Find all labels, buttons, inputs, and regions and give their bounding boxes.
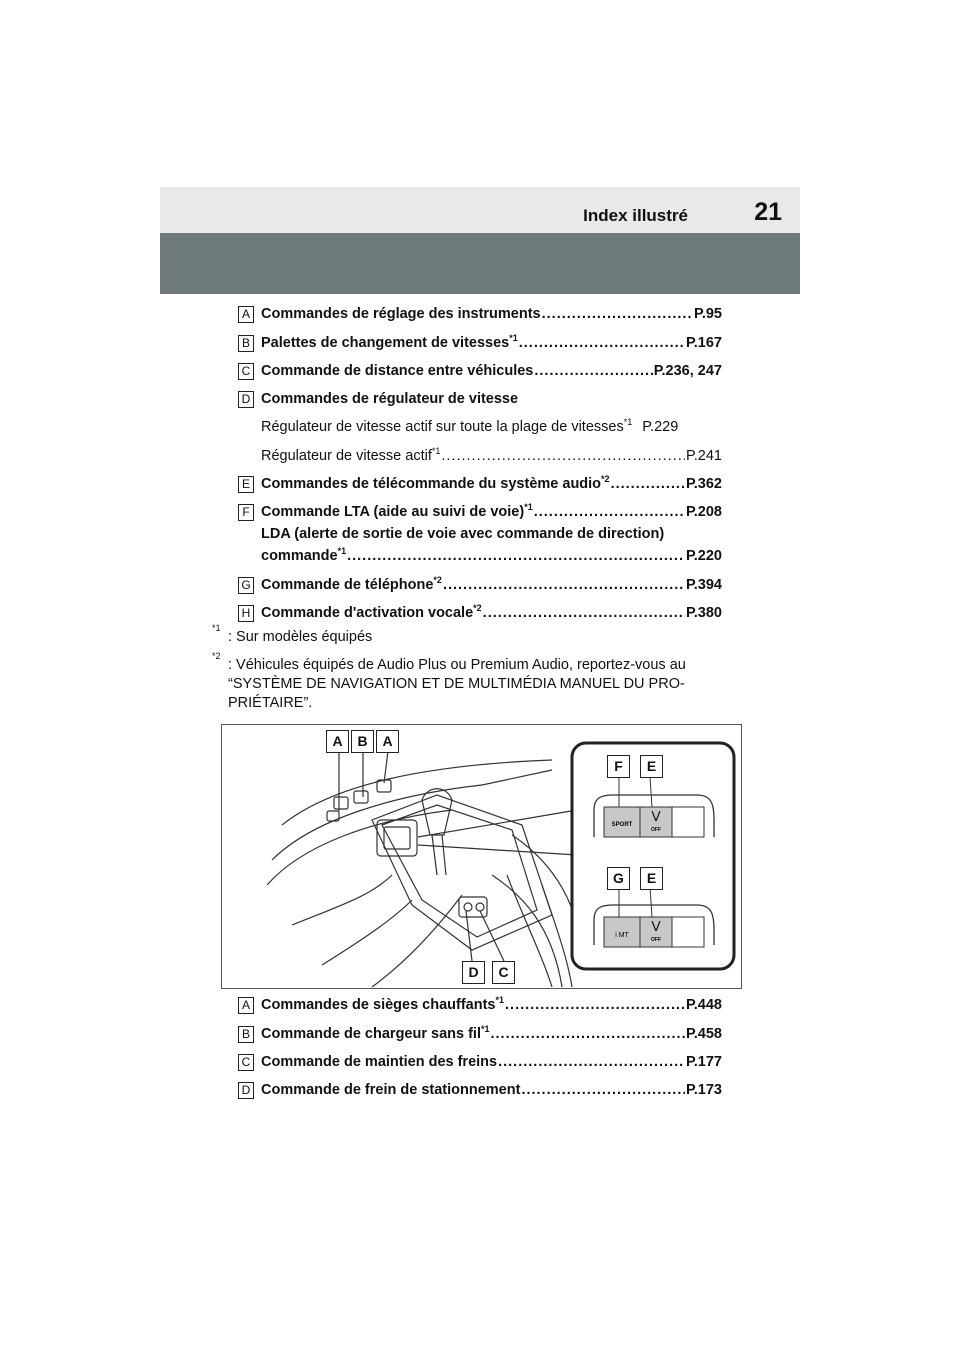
footnote-ref: *2 bbox=[433, 576, 442, 586]
footnote-text: : Sur modèles équipés bbox=[228, 629, 373, 645]
footnote-text: : Véhicules équipés de Audio Plus ou Premium Audio, reportez-vous au “SYSTÈME DE NAVIGATION ET DE MULTIMÉDIA MANUEL DU PRO-PRIÉTAIRE”. bbox=[228, 657, 686, 711]
item-letter: B bbox=[238, 335, 254, 352]
footnote: *1 : Sur modèles équipés bbox=[212, 628, 742, 647]
item-label: Commandes de sièges chauffants bbox=[261, 997, 496, 1013]
item-page-ref[interactable]: P.229 bbox=[642, 419, 679, 435]
item-label: Régulateur de vitesse actif sur toute la plage de vitesses bbox=[261, 419, 624, 435]
item-page-ref[interactable]: P.394 bbox=[685, 577, 722, 593]
section-banner bbox=[160, 233, 800, 294]
section-title: Index illustré bbox=[583, 206, 688, 225]
off-button-label: OFF bbox=[651, 827, 661, 833]
callout-g: G bbox=[607, 867, 630, 890]
item-label: Commande LTA (aide au suivi de voie) bbox=[261, 504, 525, 520]
item-letter: C bbox=[238, 363, 254, 380]
item-page-ref[interactable]: P.362 bbox=[685, 476, 722, 492]
item-letter: H bbox=[238, 605, 254, 622]
callout-c: C bbox=[492, 961, 515, 984]
callout-a: A bbox=[376, 730, 399, 753]
footnote-ref: *1 bbox=[509, 334, 518, 344]
item-letter: E bbox=[238, 476, 254, 493]
footnote-ref: *2 bbox=[473, 604, 482, 614]
item-page-ref[interactable]: P.241 bbox=[685, 448, 722, 464]
sport-button-label: SPORT bbox=[611, 822, 633, 828]
item-label-line2: LDA (alerte de sortie de voie avec commande de direction) bbox=[261, 526, 665, 542]
item-letter: B bbox=[238, 1026, 254, 1043]
item-label: commande bbox=[261, 548, 338, 564]
callout-a: A bbox=[326, 730, 349, 753]
footnote-ref: *1 bbox=[337, 547, 347, 557]
callout-f: F bbox=[607, 755, 630, 778]
footnote-ref: *1 bbox=[480, 1025, 490, 1035]
footnote-ref: *1 bbox=[431, 447, 441, 457]
item-label: Régulateur de vitesse actif bbox=[261, 448, 432, 464]
item-page-ref[interactable]: P.458 bbox=[685, 1026, 722, 1042]
item-label: Palettes de changement de vitesses bbox=[261, 335, 510, 351]
callout-d: D bbox=[462, 961, 485, 984]
item-letter: F bbox=[238, 504, 254, 521]
item-label: Commandes de régulateur de vitesse bbox=[261, 391, 519, 407]
item-label: Commande de chargeur sans fil bbox=[261, 1026, 481, 1042]
item-label: Commande de frein de stationnement bbox=[261, 1082, 521, 1098]
item-page-ref[interactable]: P.380 bbox=[685, 605, 722, 621]
item-label: Commandes de réglage des instruments bbox=[261, 306, 541, 322]
item-letter: G bbox=[238, 577, 254, 594]
item-label: Commande de maintien des freins bbox=[261, 1054, 498, 1070]
footnote: *2 : Véhicules équipés de Audio Plus ou Premium Audio, reportez-vous au “SYSTÈME DE NAVIGATION ET DE MULTIMÉDIA MANUEL DU PRO-PRIÉTAIRE”. bbox=[212, 656, 742, 713]
footnote-ref: *1 bbox=[623, 418, 633, 428]
callout-e: E bbox=[640, 867, 663, 890]
item-label: Commandes de télécommande du système audio bbox=[261, 476, 602, 492]
item-letter: A bbox=[238, 997, 254, 1014]
off-button-label: OFF bbox=[651, 937, 661, 943]
imt-button-label: i MT bbox=[615, 932, 629, 939]
item-letter: D bbox=[238, 1082, 254, 1099]
item-page-ref[interactable]: P.173 bbox=[685, 1082, 722, 1098]
item-label: Commande de distance entre véhicules bbox=[261, 363, 534, 379]
center-console-drawing bbox=[222, 725, 741, 988]
item-page-ref[interactable]: P.167 bbox=[685, 335, 722, 351]
item-label: Commande de téléphone bbox=[261, 577, 434, 593]
item-page-ref[interactable]: P.208 bbox=[685, 504, 722, 520]
item-letter: C bbox=[238, 1054, 254, 1071]
item-letter: D bbox=[238, 391, 254, 408]
console-illustration bbox=[221, 724, 742, 989]
item-page-ref[interactable]: P.220 bbox=[685, 548, 722, 564]
item-letter: A bbox=[238, 306, 254, 323]
item-page-ref[interactable]: P.177 bbox=[685, 1054, 722, 1070]
callout-e: E bbox=[640, 755, 663, 778]
item-page-ref[interactable]: P.95 bbox=[694, 306, 722, 322]
item-page-ref[interactable]: P.448 bbox=[685, 997, 722, 1013]
item-label: Commande d'activation vocale bbox=[261, 605, 474, 621]
footnote-ref: *2 bbox=[601, 475, 610, 485]
page-number: 21 bbox=[754, 198, 782, 226]
header-band bbox=[160, 187, 800, 233]
callout-b: B bbox=[351, 730, 374, 753]
footnote-ref: *1 bbox=[495, 996, 505, 1006]
footnote-ref: *1 bbox=[524, 503, 533, 513]
item-page-ref[interactable]: P.236, 247 bbox=[653, 363, 722, 379]
